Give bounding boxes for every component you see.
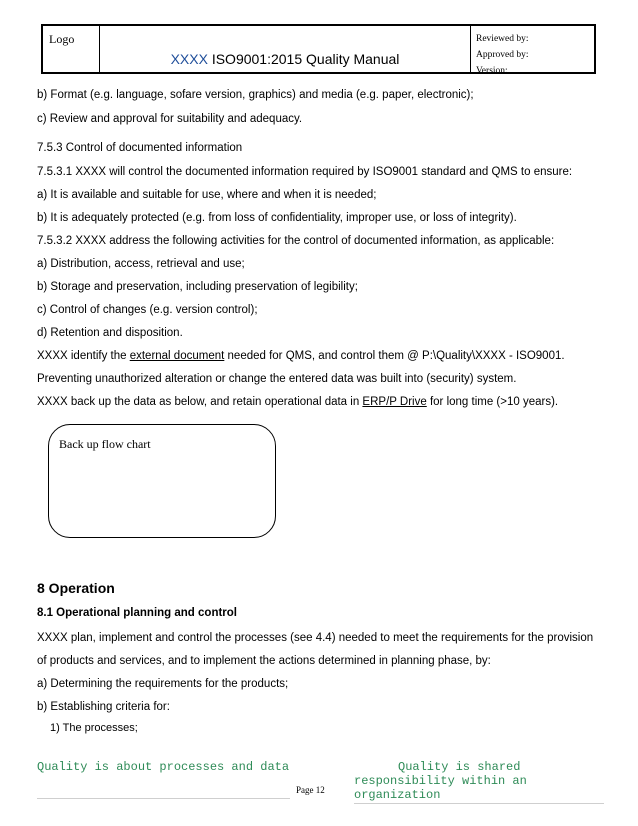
- logo-cell: Logo: [43, 26, 100, 72]
- heading-8-1: 8.1 Operational planning and control: [37, 607, 237, 619]
- paragraph-line: d) Retention and disposition.: [37, 327, 183, 339]
- title-company: XXXX: [170, 51, 208, 67]
- paragraph-line: b) Storage and preservation, including preservation of legibility;: [37, 281, 358, 293]
- paragraph-line: a) Distribution, access, retrieval and use;: [37, 258, 245, 270]
- approved-by: Approved by:: [476, 50, 529, 60]
- flow-chart-label: Back up flow chart: [59, 437, 151, 451]
- title-text: ISO9001:2015 Quality Manual: [207, 51, 400, 67]
- page-number: Page 12: [296, 785, 325, 795]
- paragraph-line: XXXX identify the external document needed for QMS, and control them @ P:\Quality\XXXX - ISO9001.: [37, 350, 565, 362]
- reviewed-by: Reviewed by:: [476, 34, 529, 44]
- paragraph-line: Preventing unauthorized alteration or change the entered data was built into (security) system.: [37, 373, 517, 385]
- paragraph-line: c) Review and approval for suitability and adequacy.: [37, 113, 303, 125]
- paragraph-line: a) It is available and suitable for use, where and when it is needed;: [37, 189, 377, 201]
- paragraph-line: 7.5.3.2 XXXX address the following activities for the control of documented information, as applicable:: [37, 235, 555, 247]
- paragraph-line: 7.5.3.1 XXXX will control the documented information required by ISO9001 standard and QMS to ensure:: [37, 166, 573, 178]
- document-title: [100, 26, 471, 72]
- paragraph-line: a) Determining the requirements for the products;: [37, 678, 289, 690]
- paragraph-line: b) Establishing criteria for:: [37, 701, 170, 713]
- paragraph-line: c) Control of changes (e.g. version control);: [37, 304, 258, 316]
- document-header: [41, 24, 596, 74]
- footer-rule-right: [354, 803, 604, 804]
- section-heading-753: 7.5.3 Control of documented information: [37, 142, 243, 154]
- footer-rule-left: [37, 798, 290, 799]
- footer-left-quote: Quality is about processes and data: [37, 760, 290, 774]
- external-document-link[interactable]: external document: [129, 350, 225, 362]
- erp-drive-link[interactable]: ERP/P Drive: [362, 396, 427, 408]
- heading-operation: 8 Operation: [37, 580, 115, 596]
- paragraph-line: XXXX plan, implement and control the processes (see 4.4) needed to meet the requirements for the provision: [37, 632, 594, 644]
- review-cell: [471, 26, 594, 76]
- paragraph-line: b) It is adequately protected (e.g. from loss of confidentiality, improper use, or loss of integrity).: [37, 212, 517, 224]
- version: Version:: [476, 66, 508, 76]
- paragraph-line-indented: 1) The processes;: [50, 722, 138, 734]
- backup-flow-chart-box: [48, 424, 276, 538]
- footer-right-quote: Quality is shared responsibility within an organization: [354, 760, 527, 802]
- paragraph-line: b) Format (e.g. language, sofare version, graphics) and media (e.g. paper, electronic);: [37, 89, 474, 101]
- paragraph-line: of products and services, and to implement the actions determined in planning phase, by:: [37, 655, 491, 667]
- paragraph-line: XXXX back up the data as below, and retain operational data in ERP/P Drive for long time (>10 years).: [37, 396, 559, 408]
